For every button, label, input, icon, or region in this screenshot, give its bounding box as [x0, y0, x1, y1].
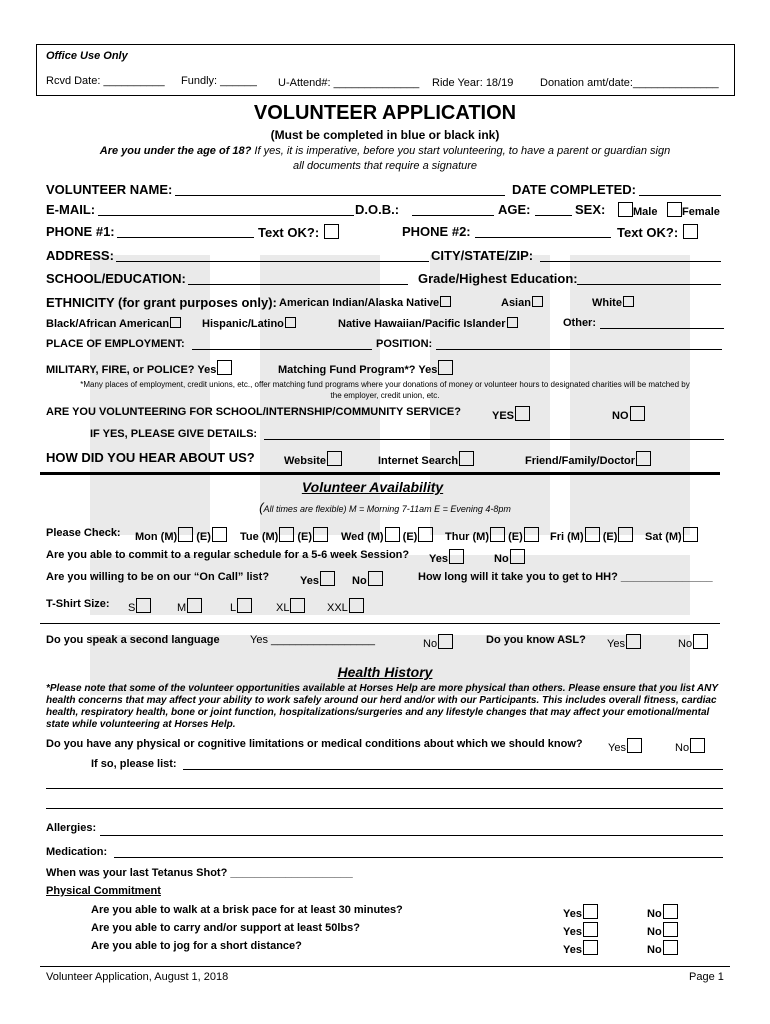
male-checkbox[interactable]: [618, 202, 633, 217]
language-no-checkbox[interactable]: [438, 634, 453, 649]
jog-question: Are you able to jog for a short distance?: [91, 940, 302, 952]
carry-no-checkbox[interactable]: [663, 922, 678, 937]
jog-no-checkbox[interactable]: [663, 940, 678, 955]
asl-question: Do you know ASL?: [486, 634, 586, 646]
hear-website: Website: [284, 451, 342, 467]
day-mon: Mon (M) (E): [135, 527, 227, 543]
date-completed-label: DATE COMPLETED:: [512, 182, 636, 197]
u-attend: U-Attend#: ______________: [278, 77, 420, 89]
phone2-field[interactable]: [475, 237, 611, 238]
jog-no: No: [647, 940, 678, 956]
limitations-no-checkbox[interactable]: [690, 738, 705, 753]
tshirt-label: T-Shirt Size:: [46, 598, 110, 610]
phone1-field[interactable]: [117, 237, 254, 238]
eth-asian: Asian: [501, 296, 543, 309]
list-field-2[interactable]: [46, 788, 723, 789]
donation: Donation amt/date:______________: [540, 77, 719, 89]
military-checkbox[interactable]: [217, 360, 232, 375]
thin-divider: [40, 623, 720, 624]
employment-field[interactable]: [192, 349, 372, 350]
position-label: POSITION:: [376, 338, 433, 350]
walk-question: Are you able to walk at a brisk pace for at least 30 minutes?: [91, 904, 403, 916]
limitations-question: Do you have any physical or cognitive limitations or medical conditions about which we should know?: [46, 738, 583, 750]
eth-hawaiian: Native Hawaiian/Pacific Islander: [338, 317, 518, 330]
medication-field[interactable]: [114, 857, 723, 858]
school-service-question: ARE YOU VOLUNTEERING FOR SCHOOL/INTERNSHIP/COMMUNITY SERVICE?: [46, 406, 461, 418]
internet-checkbox[interactable]: [459, 451, 474, 466]
eth-hispanic: Hispanic/Latino: [202, 317, 296, 330]
limitations-no: No: [675, 738, 705, 754]
hear-internet: Internet Search: [378, 451, 474, 467]
am-indian-checkbox[interactable]: [440, 296, 451, 307]
female-label: Female: [682, 206, 720, 218]
walk-no: No: [647, 904, 678, 920]
school-service-no-checkbox[interactable]: [630, 406, 645, 421]
regular-yes-checkbox[interactable]: [449, 549, 464, 564]
friend-checkbox[interactable]: [636, 451, 651, 466]
ride-year: Ride Year: 18/19: [432, 77, 514, 89]
health-note-1: *Please note that some of the volunteer opportunities available at Horses Help are more physical than others. Please ensure that you list ANY: [46, 683, 719, 694]
text-ok1-label: Text OK?:: [258, 224, 339, 240]
fri-m-checkbox[interactable]: [585, 527, 600, 542]
dob-label: D.O.B.:: [355, 202, 400, 217]
phone2-label: PHONE #2:: [402, 224, 471, 239]
thur-e-checkbox[interactable]: [524, 527, 539, 542]
health-title: Health History: [337, 664, 433, 680]
carry-question: Are you able to carry and/or support at least 50lbs?: [91, 922, 360, 934]
eth-other-field[interactable]: [600, 328, 724, 329]
carry-yes-checkbox[interactable]: [583, 922, 598, 937]
matching: Matching Fund Program*? Yes: [278, 360, 453, 376]
carry-no: No: [647, 922, 678, 938]
allergies-field[interactable]: [100, 835, 723, 836]
text-ok2-label: Text OK?:: [617, 224, 698, 240]
office-title: Office Use Only: [46, 50, 128, 62]
day-thur: Thur (M) (E): [445, 527, 539, 543]
asian-checkbox[interactable]: [532, 296, 543, 307]
size-xxl-checkbox[interactable]: [349, 598, 364, 613]
on-call-yes: Yes: [300, 571, 335, 587]
grade-label: Grade/Highest Education:: [418, 271, 578, 286]
city-label: CITY/STATE/ZIP:: [431, 248, 534, 263]
details-field[interactable]: [264, 439, 724, 440]
physical-title: Physical Commitment: [46, 885, 161, 897]
walk-no-checkbox[interactable]: [663, 904, 678, 919]
limitations-yes: Yes: [608, 738, 642, 754]
eth-other: Other:: [563, 317, 596, 329]
asl-yes: Yes: [607, 634, 641, 650]
fri-e-checkbox[interactable]: [618, 527, 633, 542]
eth-white: White: [592, 296, 634, 309]
ethnicity-label: ETHNICITY (for grant purposes only):: [46, 295, 277, 310]
jog-yes-checkbox[interactable]: [583, 940, 598, 955]
travel-question: How long will it take you to get to HH? _______________: [418, 571, 713, 583]
email-field[interactable]: [98, 215, 354, 216]
health-note-2: health concerns that may affect your ability to work safely around our herd and/or with our Participants. This includes overall fitness, cardiac: [46, 695, 717, 706]
asl-yes-checkbox[interactable]: [626, 634, 641, 649]
matching-checkbox[interactable]: [438, 360, 453, 375]
wed-e-checkbox[interactable]: [418, 527, 433, 542]
size-s-checkbox[interactable]: [136, 598, 151, 613]
age-note: [0, 145, 770, 157]
grade-field[interactable]: [577, 284, 721, 285]
military: MILITARY, FIRE, or POLICE? Yes: [46, 360, 232, 376]
city-field[interactable]: [540, 261, 721, 262]
age-label: AGE:: [498, 202, 531, 217]
phone1-label: PHONE #1:: [46, 224, 115, 239]
sex-female: [666, 202, 720, 218]
black-checkbox[interactable]: [170, 317, 181, 328]
school-service-yes-checkbox[interactable]: [515, 406, 530, 421]
allergies-label: Allergies:: [46, 822, 97, 834]
size-s: S: [128, 598, 151, 614]
list-field[interactable]: [183, 769, 723, 770]
age-note-text: If yes, it is imperative, before you start volunteering, to have a parent or guardian sign: [251, 145, 671, 157]
jog-yes: Yes: [563, 940, 598, 956]
regular-question: Are you able to commit to a regular schedule for a 5-6 week Session?: [46, 549, 410, 561]
walk-yes: Yes: [563, 904, 598, 920]
size-xl: XL: [276, 598, 305, 614]
website-checkbox[interactable]: [327, 451, 342, 466]
language-no: No: [423, 634, 453, 650]
size-xl-checkbox[interactable]: [290, 598, 305, 613]
tue-e-checkbox[interactable]: [313, 527, 328, 542]
text-ok2-checkbox[interactable]: [683, 224, 698, 239]
school-label: SCHOOL/EDUCATION:: [46, 271, 186, 286]
female-checkbox[interactable]: [667, 202, 682, 217]
limitations-yes-checkbox[interactable]: [627, 738, 642, 753]
name-label: VOLUNTEER NAME:: [46, 182, 173, 197]
language-yes: Yes _________________: [250, 634, 376, 646]
day-fri: Fri (M) (E): [550, 527, 633, 543]
footer-page: Page 1: [689, 971, 724, 983]
age-question: Are you under the age of 18?: [99, 145, 252, 157]
medication-label: Medication:: [46, 846, 108, 858]
day-wed: Wed (M) (E): [341, 527, 433, 543]
thur-m-checkbox[interactable]: [490, 527, 505, 542]
day-tue: Tue (M) (E): [240, 527, 328, 543]
on-call-yes-checkbox[interactable]: [320, 571, 335, 586]
on-call-question: Are you willing to be on our “On Call” list?: [46, 571, 270, 583]
name-field[interactable]: [175, 195, 505, 196]
language-question: Do you speak a second language: [46, 634, 220, 646]
day-sat: Sat (M): [645, 527, 698, 543]
please-check-label: Please Check:: [46, 527, 121, 539]
regular-yes: Yes: [429, 549, 464, 565]
tue-m-checkbox[interactable]: [279, 527, 294, 542]
regular-no-checkbox[interactable]: [510, 549, 525, 564]
date-completed-field[interactable]: [639, 195, 721, 196]
asl-no-checkbox[interactable]: [693, 634, 708, 649]
section-divider: [40, 472, 720, 475]
wed-m-checkbox[interactable]: [385, 527, 400, 542]
on-call-no-checkbox[interactable]: [368, 571, 383, 586]
mon-e-checkbox[interactable]: [212, 527, 227, 542]
tetanus-question: When was your last Tetanus Shot? ____________________: [46, 867, 353, 879]
rcvd-date: Rcvd Date: __________: [46, 75, 165, 87]
mon-m-checkbox[interactable]: [178, 527, 193, 542]
asl-no: No: [678, 634, 708, 650]
size-m-checkbox[interactable]: [187, 598, 202, 613]
list-label: If so, please list:: [91, 758, 177, 770]
regular-no: No: [494, 549, 525, 565]
male-label: Male: [633, 206, 658, 218]
health-note-3: health, respiratory health, bone or joint function, hospitalizations/surgeries and any lifestyle changes that may affect your emotional/mental: [46, 707, 710, 718]
footer-divider: [40, 966, 730, 967]
hear-label: HOW DID YOU HEAR ABOUT US?: [46, 450, 255, 465]
availability-note: (All times are flexible) M = Morning 7-11am E = Evening 4-8pm: [259, 500, 511, 515]
list-field-3[interactable]: [46, 808, 723, 809]
footer-left: Volunteer Application, August 1, 2018: [46, 971, 229, 983]
employment-label: PLACE OF EMPLOYMENT:: [46, 338, 185, 350]
availability-title: Volunteer Availability: [301, 479, 444, 495]
sex-label: SEX:: [575, 202, 606, 217]
matching-note-1: *Many places of employment, credit unions, etc., offer matching fund programs where your donations of money or volunteer hours to designated charities will be matched by: [80, 380, 690, 389]
details-label: IF YES, PLEASE GIVE DETAILS:: [90, 428, 258, 440]
on-call-no: No: [352, 571, 383, 587]
size-l-checkbox[interactable]: [237, 598, 252, 613]
fundly: Fundly: ______: [181, 75, 257, 87]
white-checkbox[interactable]: [623, 296, 634, 307]
walk-yes-checkbox[interactable]: [583, 904, 598, 919]
position-field[interactable]: [436, 349, 722, 350]
carry-yes: Yes: [563, 922, 598, 938]
school-service-yes: YES: [492, 406, 530, 422]
age-field[interactable]: [535, 215, 572, 216]
sat-m-checkbox[interactable]: [683, 527, 698, 542]
hawaiian-checkbox[interactable]: [507, 317, 518, 328]
text-ok1-checkbox[interactable]: [324, 224, 339, 239]
school-field[interactable]: [188, 284, 408, 285]
page-title: VOLUNTEER APPLICATION: [253, 102, 517, 124]
email-label: E-MAIL:: [46, 202, 96, 217]
school-service-no: NO: [612, 406, 645, 422]
hear-friend: Friend/Family/Doctor: [525, 451, 651, 467]
address-label: ADDRESS:: [46, 248, 114, 263]
dob-field[interactable]: [412, 215, 494, 216]
size-xxl: XXL: [327, 598, 364, 614]
health-note-4: state while volunteering at Horses Help.: [46, 719, 236, 730]
address-field[interactable]: [116, 261, 429, 262]
page-subtitle: (Must be completed in blue or black ink): [270, 128, 500, 142]
size-m: M: [177, 598, 202, 614]
size-l: L: [230, 598, 252, 614]
eth-black: Black/African American: [46, 317, 181, 330]
matching-note-2: the employer, credit union, etc.: [330, 391, 440, 400]
hispanic-checkbox[interactable]: [285, 317, 296, 328]
sex-male: [617, 202, 657, 218]
age-note-2: all documents that require a signature: [292, 160, 478, 172]
eth-am-indian: American Indian/Alaska Native: [279, 296, 451, 309]
